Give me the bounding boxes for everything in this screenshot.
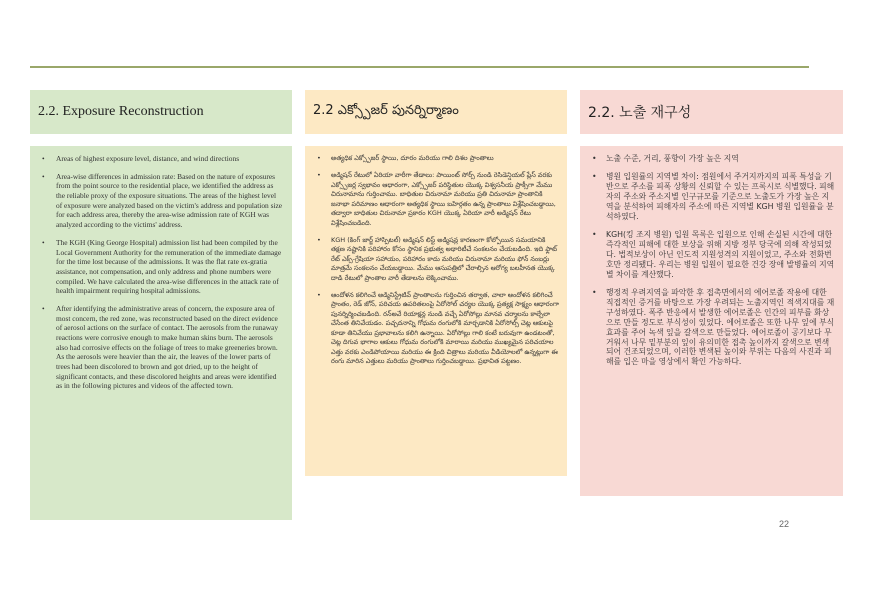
- korean-bullet-item: • 노출 수준, 거리, 풍향이 가장 높은 지역: [606, 154, 835, 164]
- telugu-bullet-item: • అడ్మిషన్ రేటులో ఏరియా వారీగా తేడాలు: పాయింట్ సోర్స్ నుండి రెసిడెన్షియల్ ప్లేస్ వరకు ఎక్స్పోజర్ల స్వభావం ఆధారంగా, ఎక్స్పోజర్ పరిస్థితుల యొక్క విశ్వసనీయ ప్రాక్సీగా మేము చిరునామాను గుర్తించాము. బాధితుల చిరునామా మరియు ప్రతి చిరునామా ప్రాంతానికి జనాభా పరిమాణం ఆధారంగా అత్యధిక స్థాయి బహిర్గతం ఉన్న ప్రాంతాలు విశ్లేషించబడ్డాయి, తద్వారా బాధితుల చిరునామా ప్రకారం KGH యొక్క ఏరియా వారీ అడ్మిషన్ రేటు విశ్లేషించబడింది.: [331, 171, 559, 228]
- korean-bullet-item: • 병원 입원률의 지역별 차이: 점원에서 주거지까지의 피폭 특성을 기반으로 주소를 피폭 상황의 신뢰할 수 있는 프록시로 식별했다. 피해자의 주소와 주소지별 인구규모를 기준으로 노출도가 가장 높은 지역을 분석하여 피해자의 주소에 따른 지역별 KGH 병원 입원률을 분석하였다.: [606, 172, 835, 222]
- telugu-heading: 2.2 ఎక్స్పోజర్ పునర్నిర్మాణం: [305, 90, 567, 134]
- english-bullet-item: • Area-wise differences in admission rate: Based on the nature of exposures from the point source to the residential place, we identified the address as the reliable proxy of the exposure situations. The areas of the highest level of exposure were analyzed based on the victim's address and population size for each address area, thereby the area-wise admission rate of KGH was analyzed according to the victims' address.: [56, 172, 284, 230]
- english-bullet-item: • The KGH (King George Hospital) admission list had been compiled by the Local Government Authority for the remuneration of the immediate damage for the time lost because of the admissions. It was the flat rate ex-gratia assistance, not compensation, and only address and phone numbers were compiled. We have calculated the area-wise differences in the attack rate of health impairment requiring hospital admissions.: [56, 238, 284, 296]
- telugu-bullet-item: • ఆందోళన కలిగించే అడ్మినిస్ట్రేటివ్ ప్రాంతాలను గుర్తించిన తర్వాత, చాలా ఆందోళన కలిగించే ప్రాంతం, రెడ్ జోన్, పరిచయ ఉపరితలంపై ఏరోసోల్ చర్యల యొక్క ప్రత్యక్ష సాక్ష్యం ఆధారంగా పునర్నిర్మించబడింది. రన్‌అవే రియాక్షన్ల నుండి వచ్చే ఏరోసోల్లు మానవ చర్మాలను కాల్చేలా చేసేంత తినివేయడం. పచ్చదనాన్ని గోధుమ రంగులోకి మార్చడానికి ఏరోసోల్స్ చెట్ల ఆకులపై కూడా తినివేయు ప్రభావాలను కలిగి ఉన్నాయి. ఏరోసోల్లు గాలి కంటే బరువుగా ఉండటంతో, చెట్ల దిగువ భాగాల ఆకులు గోధుమ రంగులోకి మారాయి మరియు ముఖ్యమైన పరిచయాల ఎత్తు వరకు ఎండిపోయాయి మరియు ఈ క్రింది చిత్రాలు మరియు వీడియోలలో ఉన్నట్లుగా ఈ రంగు మారిన ఎత్తులు మరియు ప్రాంతాలు గుర్తించబడ్డాయి. ప్రభావిత పట్టణం.: [331, 291, 559, 366]
- english-bullet-item: • Areas of highest exposure level, distance, and wind directions: [56, 154, 284, 164]
- korean-bullet-list: [588, 154, 835, 367]
- english-body: [30, 146, 292, 520]
- korean-bullet-item: • KGH(킹 조지 병원) 입원 목록은 입원으로 인해 손실된 시간에 대한 즉각적인 피해에 대한 보상을 위해 지방 정부 당국에 의해 작성되었다. 법적보상이 아닌 인도적 지원성격의 지원이었고, 주소와 전화번호만 정리됐다. 우리는 병원 입원이 필요한 건강 장애 발병률의 지역별 차이를 계산했다.: [606, 230, 835, 280]
- telugu-body: [305, 146, 567, 476]
- korean-body: [580, 146, 843, 496]
- page-number: 22: [779, 519, 790, 529]
- korean-column: [580, 90, 843, 496]
- english-heading: 2.2. Exposure Reconstruction: [30, 90, 292, 134]
- telugu-bullet-list: [313, 154, 559, 366]
- top-divider-line: [30, 66, 809, 68]
- english-column: [30, 90, 292, 520]
- english-bullet-item: • After identifying the administrative areas of concern, the exposure area of most concern, the red zone, was reconstructed based on the direct evidence of aerosol actions on the surface of contact. The aerosols from the runaway reactions were corrosive enough to make human skins burn. The aerosols also had corrosive effects on the foliage of trees to make greeneries brown. As the aerosols were heavier than the air, the leaves of the lower parts of trees had been discolored to brown and got dried, up to the height of significant contacts, and these discolored heights and areas were identified as in the following pictures and videos of the affected town.: [56, 304, 284, 391]
- telugu-column: [305, 90, 567, 476]
- korean-bullet-item: • 행정적 우려지역을 파악한 후 접촉면에서의 에어로졸 작용에 대한 직접적인 증거를 바탕으로 가장 우려되는 노출지역인 적색지대를 재구성하였다. 폭주 반응에서 발생한 에어로졸은 인간의 피부를 화상으로 만들 정도로 부식성이 있었다. 에어로졸은 또한 나무 잎에 부식 효과를 주어 녹색 잎을 갈색으로 만들었다. 에어로졸이 공기보다 무거워서 나무 밑부분의 잎이 유의미한 접촉 높이까지 갈색으로 변색되어 건조되었으며, 이러한 변색된 높이와 부위는 다음의 사진과 피해를 입은 마을 영상에서 확인 가능하다.: [606, 288, 835, 368]
- korean-heading: 2.2. 노출 재구성: [580, 90, 843, 134]
- telugu-bullet-item: • అత్యధిక ఎక్స్పోజర్ స్థాయి, దూరం మరియు గాలి దిశల ప్రాంతాలు: [331, 154, 559, 163]
- english-bullet-list: [38, 154, 284, 391]
- telugu-bullet-item: • KGH (కింగ్ జార్జ్ హాస్పిటల్) అడ్మిషన్ లిస్ట్ అడ్మిషన్ల కారణంగా కోల్పోయిన సమయానికి తక్షణ నష్టానికి పరిహారం కోసం స్థానిక ప్రభుత్వ అథారిటీచే సంకలనం చేయబడింది. ఇది ఫ్లాట్ రేట్ ఎక్స్-గ్రేషియా సహాయం, పరిహారం కాదు మరియు చిరునామా మరియు ఫోన్ నంబర్లు మాత్రమే సంకలనం చేయబడ్డాయి. మేము ఆసుపత్రిలో చేరాల్సిన ఆరోగ్య బలహీనత యొక్క దాడి రేటులో ప్రాంతాల వారీ తేడాలను లెక్కించాము.: [331, 236, 559, 283]
